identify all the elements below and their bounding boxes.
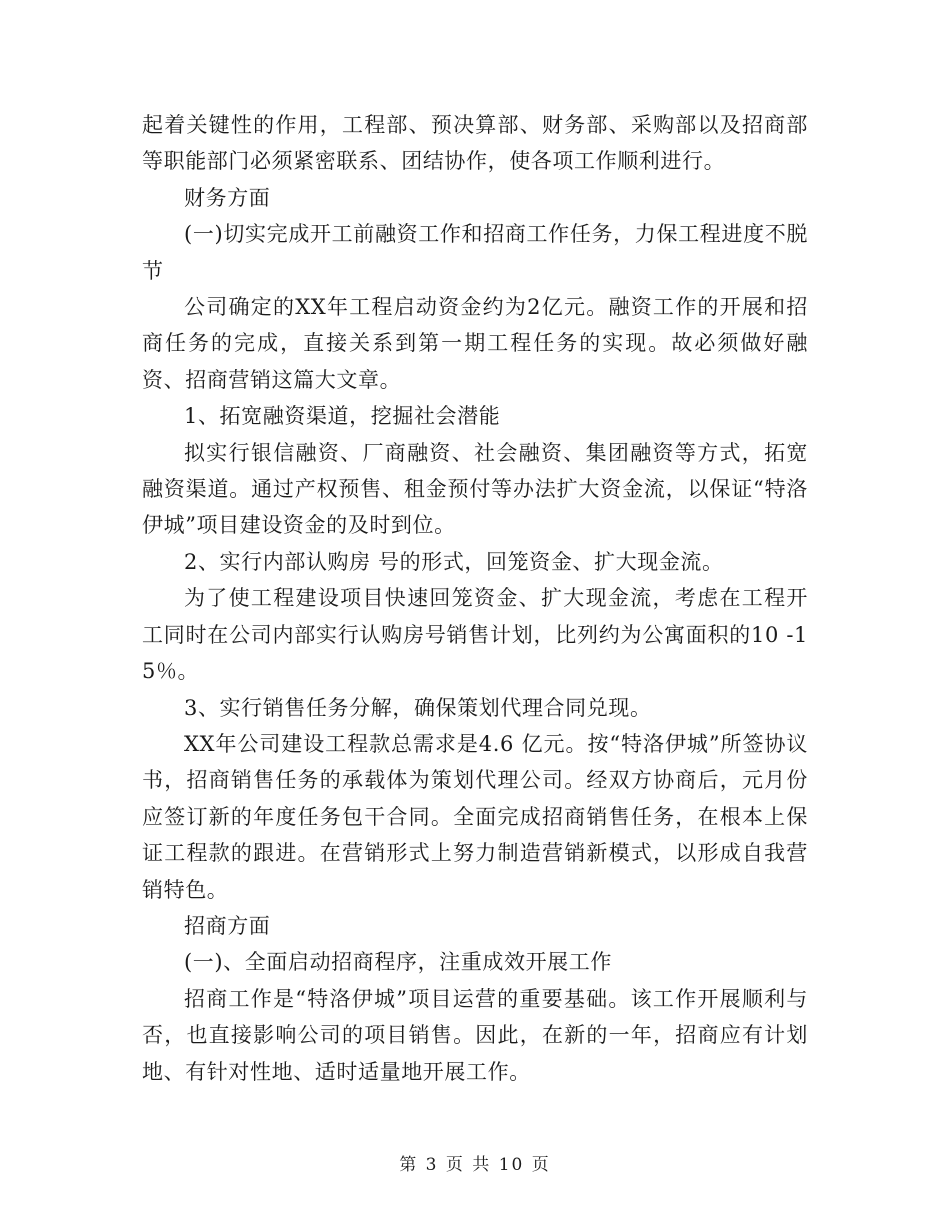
paragraph-sales-tasks: XX年公司建设工程款总需求是4.6 亿元。按“特洛伊城”所签协议书，招商销售任务的承载体为策划代理公司。经双方协商后，元月份应签订新的年度任务包干合同。全面完成招商销售任务，在根本上保证工程款的跟进。在营销形式上努力制造营销新模式，以形成自我营销特色。	[142, 731, 808, 902]
page-number-footer: 第 3 页 共 10 页	[399, 1155, 551, 1175]
paragraph-startup-funds: 公司确定的XX年工程启动资金约为2亿元。融资工作的开展和招商任务的完成，直接关系到第一期工程任务的实现。故必须做好融资、招商营销这篇大文章。	[142, 295, 808, 392]
section-heading-finance: 财务方面	[184, 185, 271, 210]
subheading-investment-program: (一)、全面启动招商程序，注重成效开展工作	[184, 950, 612, 975]
subheading-financing-tasks: (一)切实完成开工前融资工作和招商工作任务，力保工程进度不脱节	[142, 222, 808, 283]
paragraph-internal-purchase: 为了使工程建设项目快速回笼资金、扩大现金流，考虑在工程开工同时在公司内部实行认购房号销售计划，比列约为公寓面积的10 -15％。	[142, 586, 808, 684]
document-body	[142, 107, 808, 1090]
paragraph-financing-channels: 拟实行银信融资、厂商融资、社会融资、集团融资等方式，拓宽融资渠道。通过产权预售、租金预付等办法扩大资金流，以保证“特洛伊城”项目建设资金的及时到位。	[142, 440, 808, 538]
paragraph-continuation: 起着关键性的作用，工程部、预决算部、财务部、采购部以及招商部等职能部门必须紧密联系、团结协作，使各项工作顺利进行。	[142, 113, 808, 174]
item-heading-1: 1、拓宽融资渠道，挖掘社会潜能	[184, 404, 501, 429]
item-heading-2: 2、实行内部认购房 号的形式，回笼资金、扩大现金流。	[184, 549, 724, 574]
section-heading-investment: 招商方面	[184, 913, 271, 938]
paragraph-investment-work: 招商工作是“特洛伊城”项目运营的重要基础。该工作开展顺利与否，也直接影响公司的项目销售。因此，在新的一年，招商应有计划地、有针对性地、适时适量地开展工作。	[142, 986, 808, 1084]
item-heading-3: 3、实行销售任务分解，确保策划代理合同兑现。	[184, 695, 652, 720]
